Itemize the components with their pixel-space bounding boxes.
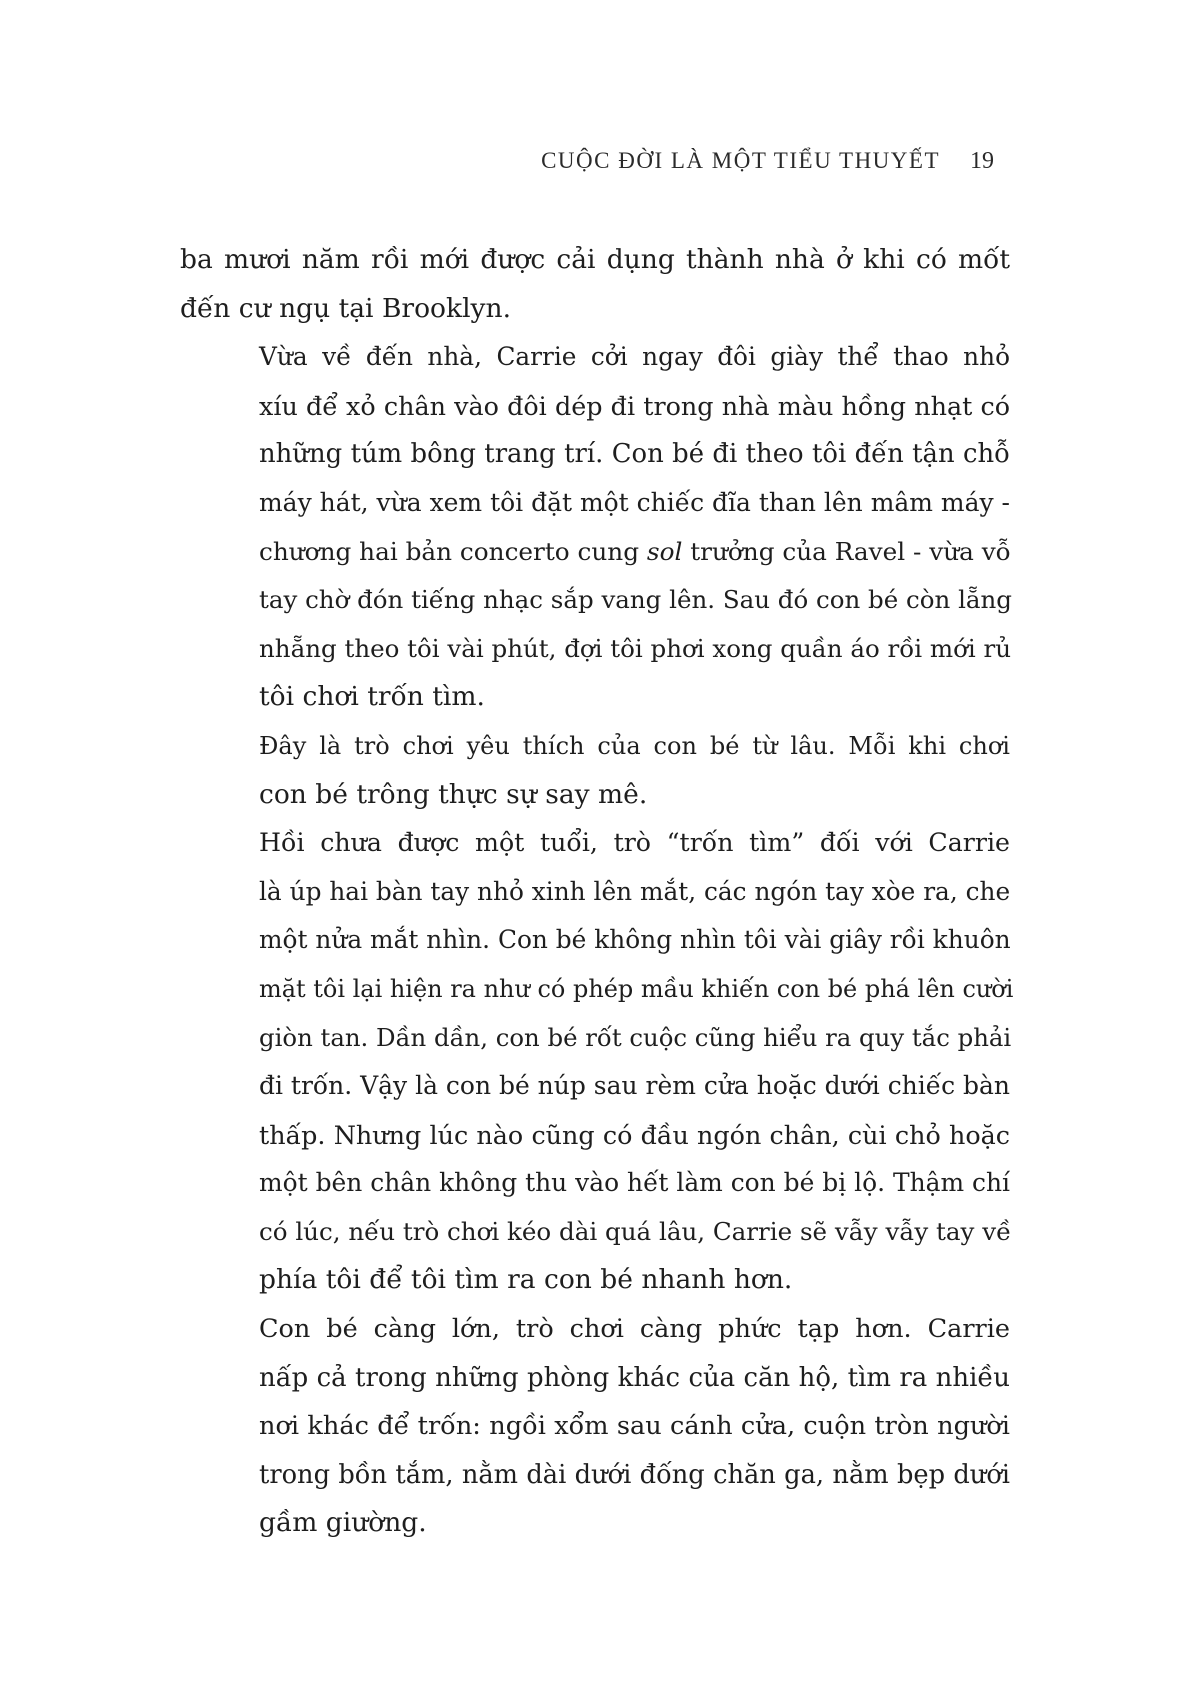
text-line bbox=[180, 819, 1010, 868]
text-line bbox=[180, 1354, 1010, 1403]
text-line bbox=[180, 1451, 1010, 1500]
line-text: có lúc, nếu trò chơi kéo dài quá lâu, Carrie sẽ vẫy vẫy tay về bbox=[259, 1216, 1012, 1246]
line-text: Hồi chưa được một tuổi, trò “trốn tìm” đối với Carrie bbox=[259, 828, 1010, 858]
line-text: giòn tan. Dần dần, con bé rốt cuộc cũng hiểu ra quy tắc phải bbox=[259, 1022, 1012, 1052]
line-text: gầm giường. bbox=[259, 1507, 427, 1539]
text-line bbox=[180, 1256, 1010, 1305]
text-line bbox=[180, 479, 1010, 528]
line-text: là úp hai bàn tay nhỏ xinh lên mắt, các ngón tay xòe ra, che bbox=[259, 876, 1011, 906]
text-line bbox=[180, 285, 1010, 334]
body-text bbox=[180, 236, 1014, 1548]
text-line bbox=[180, 528, 1010, 577]
line-text: xíu để xỏ chân vào đôi dép đi trong nhà màu hồng nhạt có bbox=[259, 390, 1010, 421]
line-text: trong bồn tắm, nằm dài dưới đống chăn ga, nằm bẹp dưới bbox=[259, 1459, 1010, 1490]
line-text: con bé trông thực sự say mê. bbox=[259, 778, 648, 810]
text-line bbox=[180, 625, 1010, 674]
paragraph bbox=[180, 1305, 1010, 1548]
line-text: Vừa về đến nhà, Carrie cởi ngay đôi giày thể thao nhỏ bbox=[259, 342, 1010, 372]
text-line bbox=[180, 430, 1010, 479]
line-text: ba mươi năm rồi mới được cải dụng thành nhà ở khi có mốt bbox=[180, 244, 1010, 275]
line-text: chương hai bản concerto cung bbox=[259, 536, 647, 566]
text-line bbox=[180, 382, 1010, 431]
line-text: Con bé càng lớn, trò chơi càng phức tạp hơn. Carrie bbox=[259, 1314, 1010, 1345]
paragraph bbox=[180, 333, 1010, 722]
line-text: nấp cả trong những phòng khác của căn hộ, tìm ra nhiều bbox=[259, 1362, 1010, 1393]
paragraph bbox=[180, 722, 1010, 819]
line-text: trưởng của Ravel - vừa vỗ bbox=[682, 536, 1011, 566]
text-line bbox=[180, 1499, 1010, 1548]
text-line bbox=[180, 1402, 1010, 1451]
text-line bbox=[180, 1208, 1010, 1257]
line-text: mặt tôi lại hiện ra như có phép mầu khiến con bé phá lên cười bbox=[259, 974, 1014, 1003]
line-text: tôi chơi trốn tìm. bbox=[259, 681, 485, 713]
text-line bbox=[180, 965, 1014, 1014]
line-text: đi trốn. Vậy là con bé núp sau rèm cửa hoặc dưới chiếc bàn bbox=[259, 1071, 1010, 1101]
line-text: máy hát, vừa xem tôi đặt một chiếc đĩa than lên mâm máy - bbox=[259, 487, 1010, 517]
line-text: Đây là trò chơi yêu thích của con bé từ lâu. Mỗi khi chơi bbox=[259, 731, 1010, 760]
line-text: tay chờ đón tiếng nhạc sắp vang lên. Sau đó con bé còn lẵng bbox=[259, 585, 1012, 615]
running-header bbox=[541, 148, 994, 175]
text-line bbox=[180, 576, 1010, 625]
text-line bbox=[180, 673, 1010, 722]
running-title: CUỘC ĐỜI LÀ MỘT TIỂU THUYẾT bbox=[541, 148, 940, 173]
line-text: nhẵng theo tôi vài phút, đợi tôi phơi xong quần áo rồi mới rủ bbox=[259, 633, 1012, 663]
page-number: 19 bbox=[970, 148, 994, 174]
text-line bbox=[180, 1062, 1010, 1111]
italic-term: sol bbox=[646, 536, 683, 566]
line-text: nơi khác để trốn: ngồi xổm sau cánh cửa, cuộn tròn người bbox=[259, 1411, 1010, 1442]
line-text: đến cư ngụ tại Brooklyn. bbox=[180, 292, 512, 324]
text-line bbox=[180, 333, 1010, 382]
text-line bbox=[180, 916, 1010, 965]
text-line bbox=[180, 236, 1010, 285]
text-line bbox=[180, 1111, 1010, 1160]
line-text: một bên chân không thu vào hết làm con bé bị lộ. Thậm chí bbox=[259, 1168, 1010, 1198]
line-text: thấp. Nhưng lúc nào cũng có đầu ngón chân, cùi chỏ hoặc bbox=[259, 1119, 1010, 1150]
text-line bbox=[180, 1014, 1010, 1063]
line-text: một nửa mắt nhìn. Con bé không nhìn tôi vài giây rồi khuôn bbox=[259, 925, 1011, 955]
text-line bbox=[180, 868, 1010, 917]
paragraph bbox=[180, 819, 1014, 1305]
line-text: những túm bông trang trí. Con bé đi theo tôi đến tận chỗ bbox=[259, 439, 1010, 470]
text-line bbox=[180, 1159, 1010, 1208]
line-text: phía tôi để tôi tìm ra con bé nhanh hơn. bbox=[259, 1264, 793, 1296]
text-line bbox=[180, 771, 1010, 820]
text-line bbox=[180, 722, 1010, 771]
text-line bbox=[180, 1305, 1010, 1354]
paragraph bbox=[180, 236, 1010, 333]
